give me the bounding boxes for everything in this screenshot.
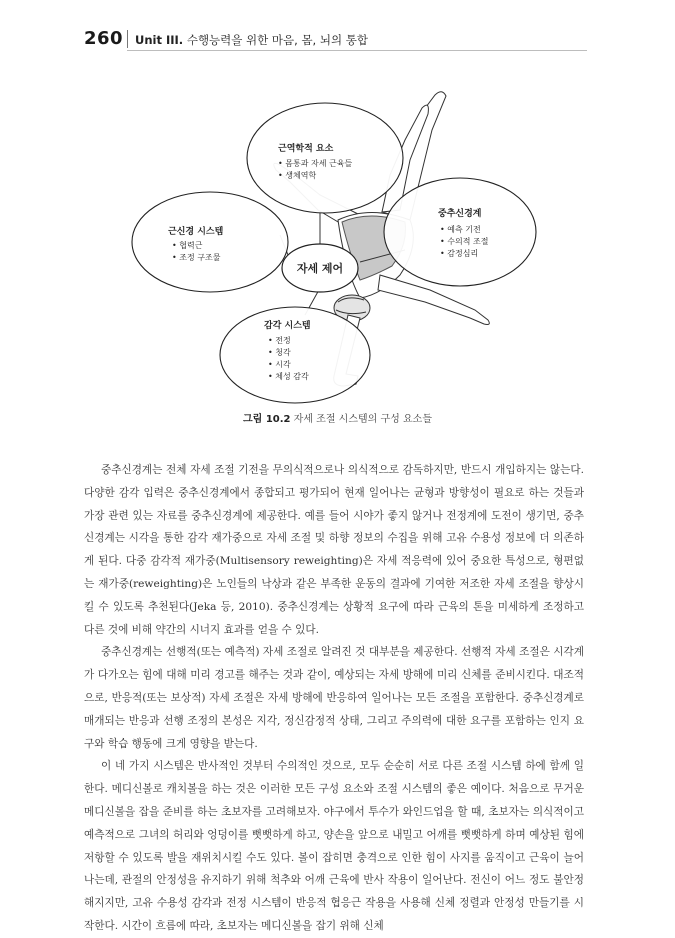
biomechanical-item: • 몸통과 자세 근육들 <box>278 159 353 168</box>
neuromuscular-bubble <box>132 192 288 292</box>
neuromuscular-item: • 조정 구조물 <box>172 253 221 262</box>
header-separator <box>127 30 128 48</box>
postural-control-diagram <box>120 70 590 410</box>
figure-caption <box>0 410 675 425</box>
paragraph: 중추신경계는 선행적(또는 예측적) 자세 조절로 알려진 것 대부분을 제공한다. 선행적 자세 조절은 시각계가 다가오는 힘에 대해 미리 경고를 해주는 것과 같이, 예상되는 자세 방해에 미리 신체를 준비시킨다. 대조적으로, 반응적(또는 보상적) 자세 조절은 자세 방해에 반응하여 일어나는 모든 조절을 포함한다. 중추신경계로 매개되는 반응과 선행 조정의 본성은 지각, 정신감정적 상태, 그리고 주의력에 대한 요구를 포함하는 인지 요구와 학습 행동에 크게 영향을 받는다. <box>84 646 584 750</box>
biomechanical-title: 근역학적 요소 <box>278 144 334 154</box>
body-text <box>84 459 584 938</box>
paragraph: 이 네 가지 시스템은 반사적인 것부터 수의적인 것으로, 모두 순순히 서로 다른 조절 시스템 하에 함께 일한다. 메디신볼로 캐치볼을 하는 것은 이러한 모든 구성 요소와 조절 시스템의 좋은 예이다. 처음으로 무거운 메디신볼을 잡을 준비를 하는 초보자를 고려해보자. 야구에서 투수가 와인드업을 할 때, 초보자는 의식적이고 예측적으로 그녀의 허리와 엉덩이를 뻣뻣하게 하고, 양손을 앞으로 내밀고 어깨를 뻣뻣하게 하며 예상된 힘에 저항할 수 있도록 발을 재위치시킬 수도 있다. 볼이 잡히면 충격으로 인한 힘이 사지를 움직이고 근육이 늘어나는데, 관절의 안정성을 유지하기 위해 척추와 어깨 근육에 반사 작용이 일어난다. 전신이 어느 정도 불안정해지지만, 고유 수용성 감각과 전정 시스템이 반응적 협응근 작용을 사용해 신체 정렬과 안정성 만들기를 시작한다. 시간이 흐름에 따라, 초보자는 메디신볼을 잡기 위해 신체 <box>84 760 584 932</box>
header-rule <box>127 50 587 51</box>
cns-title: 중추신경계 <box>438 209 482 219</box>
page-number: 260 <box>84 28 124 49</box>
sensory-item: • 체성 감각 <box>268 372 309 381</box>
neuromuscular-item: • 협력근 <box>172 241 203 250</box>
cns-item: • 감정심리 <box>440 249 479 258</box>
paragraph: 중추신경계는 전체 자세 조절 기전을 무의식적으로나 의식적으로 감독하지만, 반드시 개입하지는 않는다. 다양한 감각 입력은 중추신경계에서 종합되고 평가되어 현재 일어나는 균형과 방향성이 필요로 하는 것들과 가장 관련 있는 자료를 중추신경계에 제공한다. 예를 들어 시야가 좋지 않거나 전정계에 도전이 생기면, 중추신경계는 시각을 통한 감각 재가중으로 자세 조절 및 하향 정보의 수집을 위해 고유 수용성 정보에 더 의존하게 된다. 다중 감각적 재가중(Multisensory reweighting)은 자세 적응력에 있어 중요한 특성으로, 형편없는 재가중(reweighting)은 노인들의 낙상과 같은 부족한 운동의 결과에 기여한 저조한 자세 조절을 향상시킬 수 있도록 추천된다(Jeka 등, 2010). 중추신경계는 상황적 요구에 따라 근육의 톤을 미세하게 조정하고 다른 것에 비해 약간의 시너지 효과를 얻을 수 있다. <box>84 464 584 636</box>
figure-postural-control <box>120 70 590 410</box>
caption-label: 그림 10.2 <box>243 414 291 425</box>
center-label: 자세 제어 <box>296 262 344 275</box>
caption-text: 자세 조절 시스템의 구성 요소들 <box>290 414 432 425</box>
sensory-title: 감각 시스템 <box>264 321 311 331</box>
unit-label: Unit III. <box>135 33 184 47</box>
sensory-item: • 시각 <box>268 360 291 369</box>
running-title <box>135 32 368 48</box>
sensory-item: • 전정 <box>268 336 291 345</box>
sensory-item: • 청각 <box>268 348 291 357</box>
page-header <box>0 0 675 60</box>
biomechanical-bubble <box>247 103 403 213</box>
cns-item: • 예측 기전 <box>440 225 481 234</box>
unit-title: 수행능력을 위한 마음, 몸, 뇌의 통합 <box>186 33 368 47</box>
cns-item: • 수의적 조절 <box>440 237 489 246</box>
neuromuscular-title: 근신경 시스템 <box>168 227 224 237</box>
biomechanical-item: • 생체역학 <box>278 171 317 180</box>
